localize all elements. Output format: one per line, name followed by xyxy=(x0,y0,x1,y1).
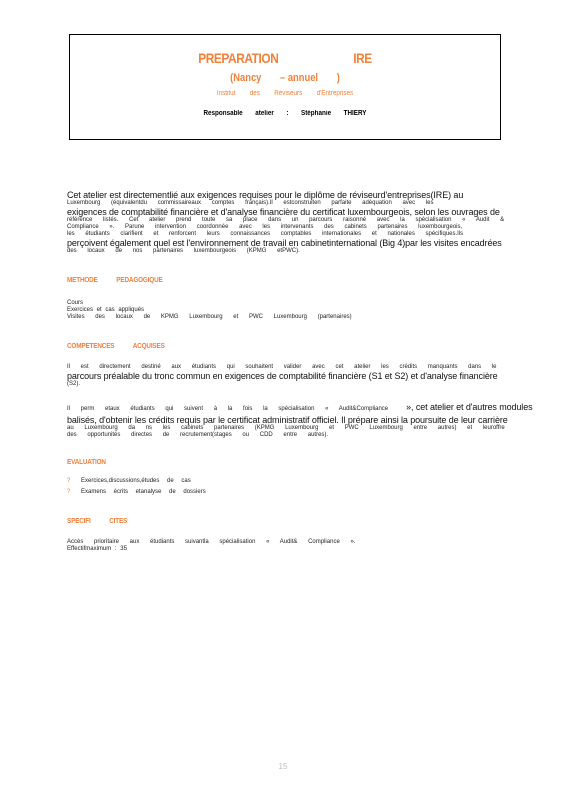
methode-list xyxy=(67,300,502,321)
intro-line: exigences de comptabilité financière et d'analyse financière du certificat luxembourgeois, selon les ouvrages de xyxy=(67,207,500,217)
competences-line: balisés, d'obtenir les crédits requis par le certificat administratif officiel. Il prépare ainsi la poursuite de leur carrière xyxy=(67,415,508,425)
competences-line-big: », cet atelier et d'autres modules xyxy=(406,402,533,412)
list-item: Exercices et cas appliqués xyxy=(67,307,145,313)
subtitle-close: ) xyxy=(336,72,340,84)
title-right: IRE xyxy=(353,50,372,66)
bullet-icon: ? xyxy=(67,478,71,484)
document-subtitle xyxy=(102,72,468,84)
competences-line-small: Il perm etaux étudiants qui suivent à la fois la spécialisation « Audit&Compliance xyxy=(67,406,389,412)
subtitle-location: (Nancy xyxy=(230,72,262,84)
competences-paragraph-1 xyxy=(67,364,502,388)
list-item-label: Examens écrits etanalyse de dossiers xyxy=(81,489,206,495)
document-body xyxy=(67,190,533,553)
competences-line: Il est directement destiné aux étudiants qui souhaitent valider avec cet atelier les crédits manquants dans le xyxy=(67,364,497,370)
list-item: Visites des locaux de KPMG Luxembourg et PWC Luxembourg (partenaires) xyxy=(67,314,352,320)
intro-line: Cet atelier est directementlié aux exigences requises pour le diplôme de réviseurd'entreprises(IRE) au xyxy=(67,190,464,200)
intro-line: Luxembourg (équivalentdu commissaireaux comptes français).Il estconstruiten parfaite adéquation avec les xyxy=(67,200,434,206)
responsible-line: Responsable atelier : Stéphanie THIERY xyxy=(203,110,367,117)
evaluation-heading: EVALUATION xyxy=(67,457,106,466)
list-item: Cours xyxy=(67,300,84,306)
specificites-heading: SPECIFI CITES xyxy=(67,516,128,525)
specificites-block xyxy=(67,539,502,553)
intro-line: les étudiants clarifient et renforcent leurs connaissances comptables internationales et nationales spécifiques.Ils xyxy=(67,231,464,237)
competences-line: au Luxembourg da ns les cabinets partenaires (KPMG Luxembourg et PWC Luxembourg entre autres) et leuroffre xyxy=(67,425,505,431)
methode-heading: METHODE PEDAGOGIQUE xyxy=(67,275,163,284)
specificites-line: Accès prioritaire aux étudiants suivantla spécialisation « Audit& Compliance ». xyxy=(67,539,356,545)
intro-line: référence listés. Cet atelier prend toute sa place dans un parcours raisonné avec la spécialisation « Audit & xyxy=(67,217,505,223)
competences-paragraph-2 xyxy=(67,397,533,439)
title-left: PREPARATION xyxy=(198,50,279,66)
competences-line: des opportunités directes de recrutement(stages ou CDD entre autres). xyxy=(67,432,329,438)
competences-line xyxy=(67,397,533,415)
page-number: 15 xyxy=(278,762,288,771)
list-item-label: Exercices,discussions,études de cas xyxy=(81,478,191,484)
intro-line: des locaux de nos partenaires luxembourgeois (KPMG etPWC). xyxy=(67,248,300,254)
intro-line: perçoivent également quel est l'environnement de travail en cabinetinternational (Big 4)par les visites encadrées xyxy=(67,238,502,248)
competences-heading: COMPETENCES ACQUISES xyxy=(67,341,165,350)
specificites-line: Effectifmaximum : 35 xyxy=(67,546,127,552)
institute-name: Institut des Réviseurs d'Entreprises xyxy=(216,90,354,97)
list-item xyxy=(67,476,502,487)
evaluation-list xyxy=(67,476,502,498)
intro-line: Compliance ». Parune intervention coordonnée avec les intervenants des cabinets partenaires luxembourgeois, xyxy=(67,224,463,230)
document-title xyxy=(102,50,468,66)
intro-paragraph xyxy=(67,190,505,255)
bullet-icon: ? xyxy=(67,489,71,495)
header-box xyxy=(69,34,501,140)
list-item xyxy=(67,487,502,498)
subtitle-frequency: – annuel xyxy=(280,72,318,84)
competences-line: parcours préalable du tronc commun en exigences de comptabilité financière (S1 et S2) et d'analyse financière xyxy=(67,371,498,381)
competences-line: (S2). xyxy=(67,381,81,387)
